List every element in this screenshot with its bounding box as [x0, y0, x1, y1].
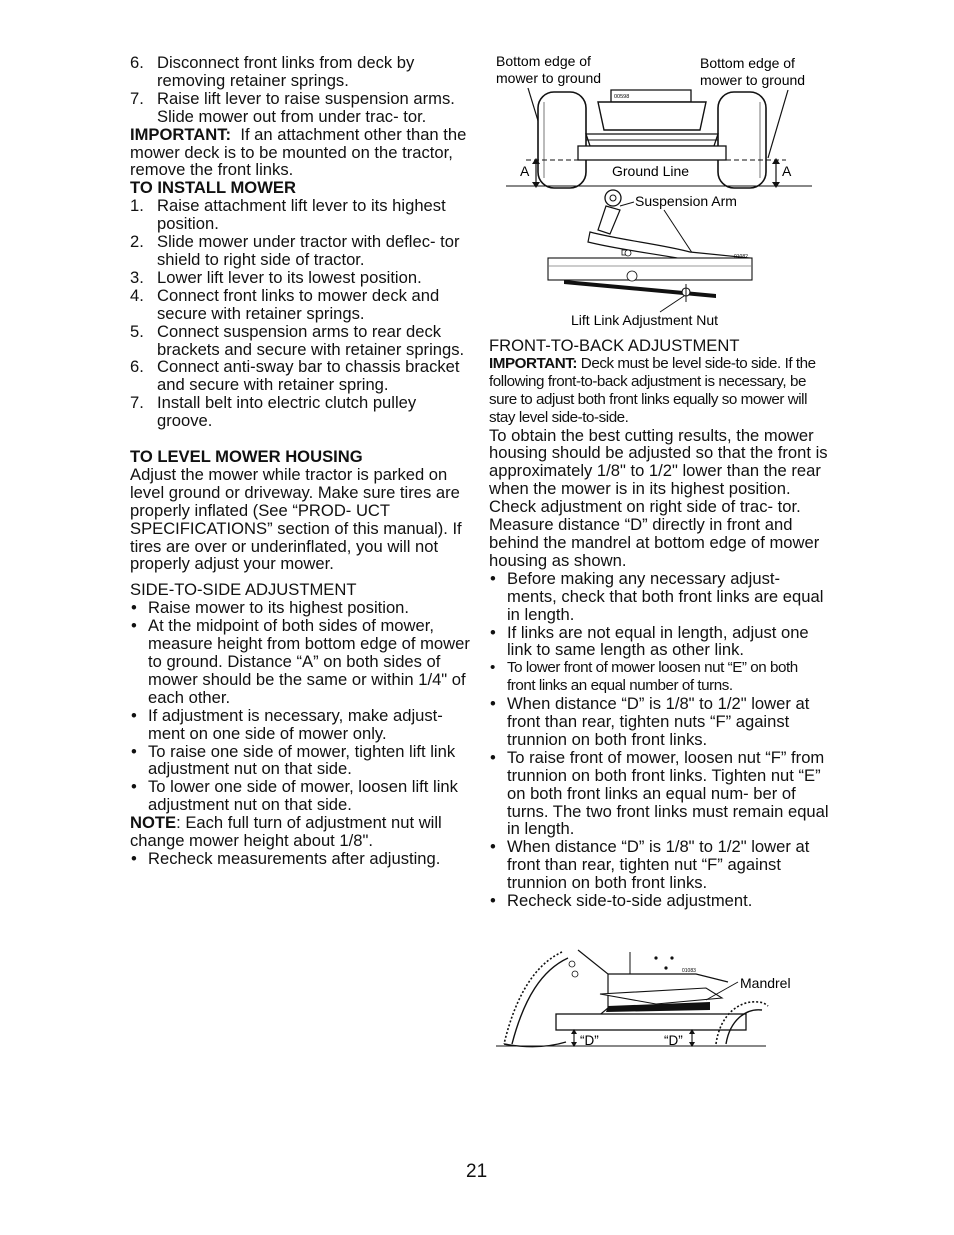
list-item: 6. Disconnect front links from deck by removing retainer springs. [130, 53, 415, 90]
label-suspension-arm: Suspension Arm [635, 193, 737, 209]
bullet-item: • Recheck side-to-side adjustment. [489, 892, 829, 910]
label-bottom-edge-right-1: Bottom edge of [700, 55, 795, 71]
level-heading: TO LEVEL MOWER HOUSING [130, 447, 363, 467]
right-column [489, 337, 829, 910]
paragraph: To obtain the best cutting results, the mower housing should be adjusted so that the front is approximately 1/8" to 1/2" lower than the rear when the mower is in its highest position. [489, 425, 828, 499]
label-bottom-edge-right-2: mower to ground [700, 72, 806, 88]
list-item: 7. Install belt into electric clutch pulley groove. [130, 393, 417, 431]
label-a-left: A [520, 163, 530, 179]
label-a-right: A [782, 163, 792, 179]
front-back-bullets [489, 570, 829, 910]
deck-edge [564, 280, 716, 298]
install-steps-list [130, 197, 470, 430]
svg-text:01082: 01082 [734, 254, 748, 260]
bullet-item: • When distance “D” is 1/8" to 1/2" lower at front than rear, tighten nuts “F” against trunnion on both front links. [489, 695, 829, 749]
recheck-list [130, 850, 470, 868]
list-item: 5. Connect suspension arms to rear deck brackets and secure with retainer springs. [130, 321, 465, 359]
bullet-item: • Raise mower to its highest position. [130, 599, 470, 617]
label-bottom-edge-left-2: mower to ground [496, 70, 602, 86]
side-bullets-list [130, 599, 470, 814]
important-note: IMPORTANT: Deck must be level side-to side. If the following front-to-back adjustment is necessary, be sure to adjust both front links equally so mower will stay level side-to-side. [489, 354, 816, 426]
list-item: 7. Raise lift lever to raise suspension arms. Slide mower out from under trac- tor. [130, 88, 455, 126]
list-item: 2. Slide mower under tractor with deflec- tor shield to right side of tractor. [130, 232, 460, 269]
bullet-item: • To lower front of mower loosen nut “E” on both front links an equal number of turns. [489, 659, 829, 695]
svg-text:01083: 01083 [682, 968, 696, 974]
bullet-item: • To raise front of mower, loosen nut “F” from trunnion on both front links. Tighten nut “E” on both front links an equal num- ber of turns. The two front links must remain equal in length. [489, 749, 829, 839]
bullet-item: • If links are not equal in length, adjust one link to same length as other link. [489, 624, 829, 660]
svg-text:00598: 00598 [614, 94, 630, 100]
suspension-arm-figure [540, 188, 760, 330]
front-to-back-heading: FRONT-TO-BACK ADJUSTMENT [489, 336, 740, 355]
note: NOTE: Each full turn of adjustment nut will change mower height about 1/8". [130, 813, 442, 851]
list-item: 4. Connect front links to mower deck and secure with retainer springs. [130, 285, 440, 323]
bullet-item: • Recheck measurements after adjusting. [130, 850, 470, 868]
left-column [130, 54, 470, 868]
bullet-item: • To lower one side of mower, loosen lift link adjustment nut on that side. [130, 778, 470, 814]
bullet-item: • To raise one side of mower, tighten lift link adjustment nut on that side. [130, 743, 470, 779]
left-tire [538, 92, 586, 188]
important-note: IMPORTANT: If an attachment other than the mower deck is to be mounted on the tractor, remove the front links. [130, 124, 467, 180]
label-d-rear: “D” [664, 1033, 683, 1048]
side-to-side-heading: SIDE-TO-SIDE ADJUSTMENT [130, 580, 357, 600]
paragraph: Check adjustment on right side of trac- tor. Measure distance “D” directly in front and behind the mandrel at bottom edge of mower housing as shown. [489, 497, 820, 570]
right-tire [718, 92, 766, 188]
mower-deck [578, 146, 726, 160]
list-item: 3. Lower lift lever to its lowest position. [130, 267, 422, 287]
label-ground-line: Ground Line [612, 163, 690, 179]
bullet-item: • When distance “D” is 1/8" to 1/2" lower at front than rear, tighten nut “F” against trunnion on both front links. [489, 838, 829, 892]
bullet-item: • At the midpoint of both sides of mower, measure height from bottom edge of mower to ground. Distance “A” on both sides of mower should be the same or within 1/4" of each other. [130, 617, 470, 707]
mower-front-view-figure [486, 50, 832, 190]
install-heading: TO INSTALL MOWER [130, 178, 296, 198]
removal-steps-list [130, 54, 470, 126]
mower-housing [556, 1014, 746, 1030]
level-paragraph: Adjust the mower while tractor is parked on level ground or driveway. Make sure tires are properly inflated (See “PROD- UCT SPECIFICATIONS” section of this manual). If tires are over or underinflated, you will not properly adjust your mower. [130, 464, 462, 574]
mandrel-figure [496, 944, 802, 1056]
label-d-front: “D” [580, 1033, 599, 1048]
label-lift-link-adjustment-nut: Lift Link Adjustment Nut [571, 312, 719, 328]
label-mandrel: Mandrel [740, 975, 791, 991]
page-number: 21 [466, 1161, 488, 1182]
list-item: 1. Raise attachment lift lever to its highest position. [130, 196, 446, 234]
bullet-item: • Before making any necessary adjust- ments, check that both front links are equal in length. [489, 570, 829, 624]
bullet-item: • If adjustment is necessary, make adjust- ment on one side of mower only. [130, 707, 470, 743]
label-bottom-edge-left-1: Bottom edge of [496, 53, 591, 69]
list-item: 6. Connect anti-sway bar to chassis bracket and secure with retainer spring. [130, 357, 460, 395]
